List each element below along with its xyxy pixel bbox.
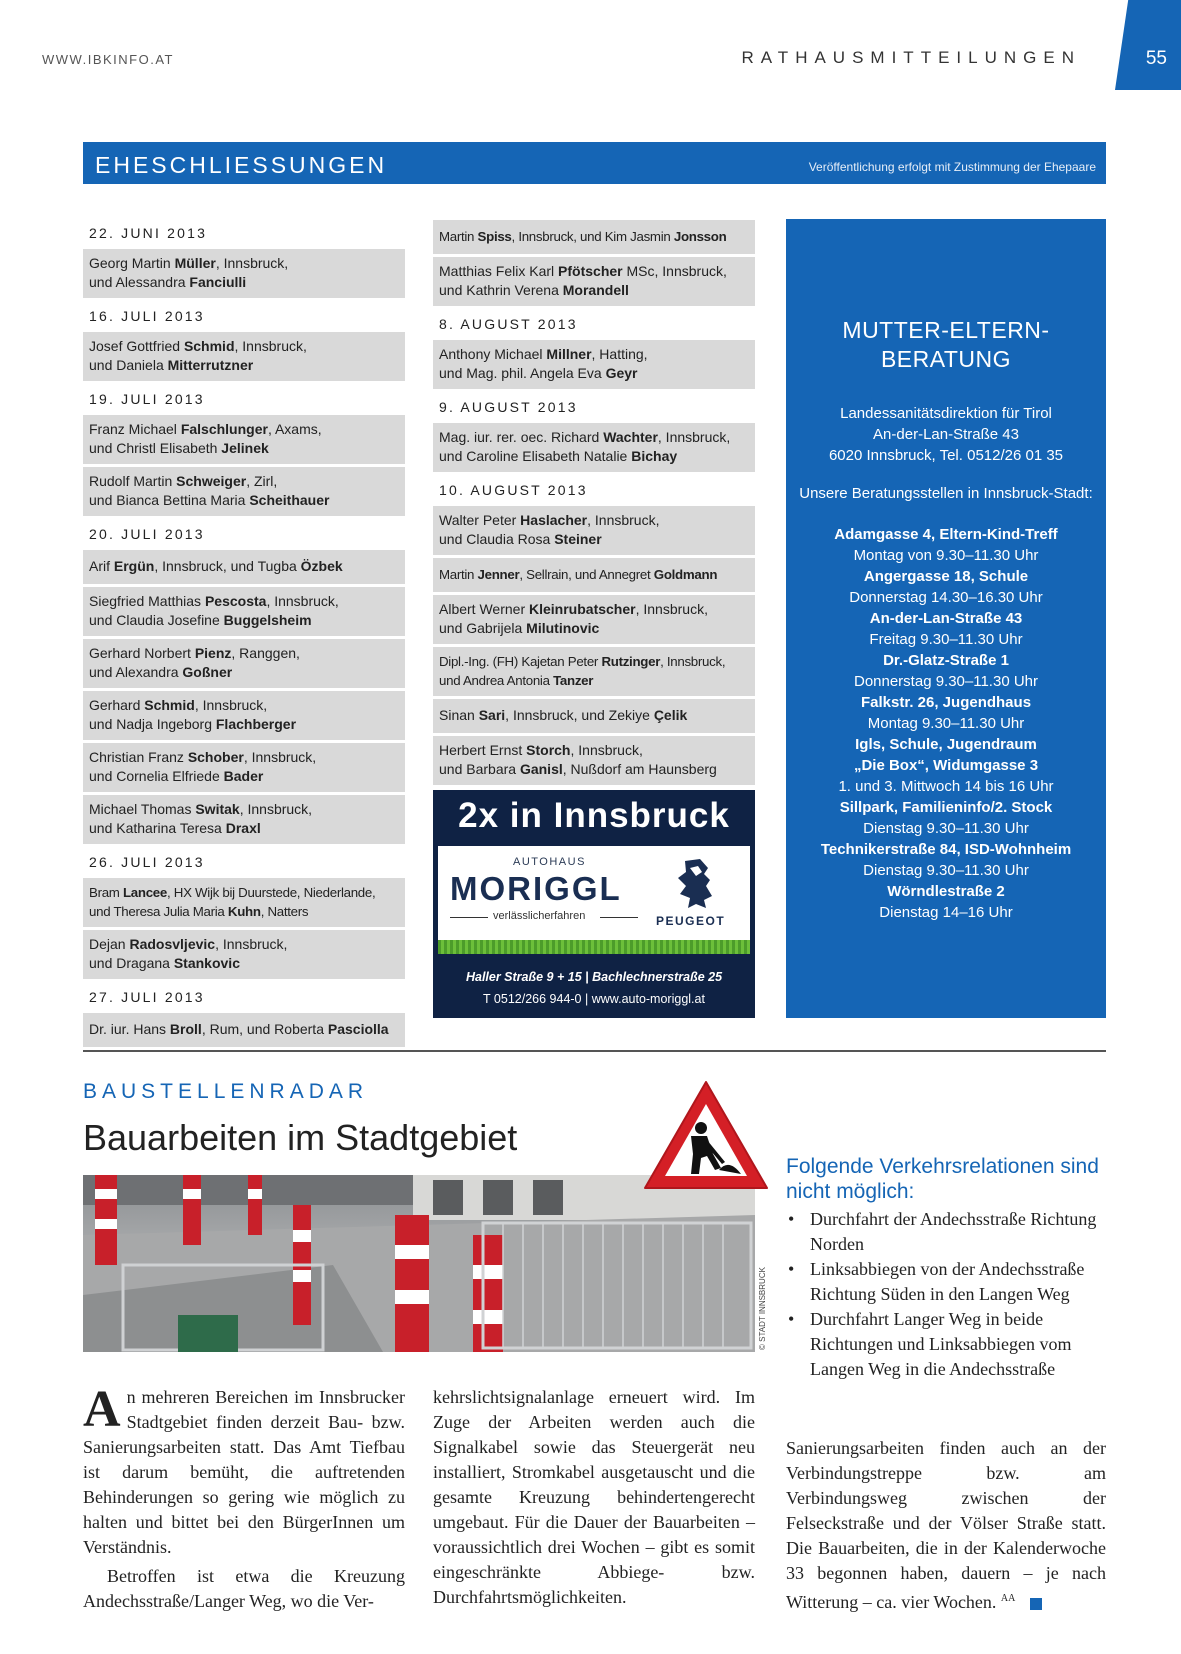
site-url[interactable]: WWW.IBKINFO.AT [42, 52, 174, 67]
marriage-entry: Christian Franz Schober, Innsbruck, und Cornelia Elfriede Bader [83, 743, 405, 792]
info-title [786, 316, 1106, 374]
marriage-date: 20. JULI 2013 [89, 526, 205, 542]
marriage-date: 27. JULI 2013 [89, 989, 205, 1005]
advertisement[interactable] [433, 790, 755, 1018]
marriage-entry: Walter Peter Haslacher, Innsbruck, und Claudia Rosa Steiner [433, 506, 755, 555]
location-hours: Donnerstag 14.30–16.30 Uhr [849, 589, 1043, 606]
info-box [786, 219, 1106, 1018]
marriage-entry: Rudolf Martin Schweiger, Zirl, und Bianca Bettina Maria Scheithauer [83, 467, 405, 516]
info-org-line-3: 6020 Innsbruck, Tel. 0512/26 01 35 [828, 447, 1064, 464]
location-name: Wörndlestraße 2 [887, 883, 1005, 900]
marriage-entry: Matthias Felix Karl Pfötscher MSc, Innsbruck, und Kathrin Verena Morandell [433, 257, 755, 306]
construction-photo-illustration [83, 1175, 755, 1352]
paragraph-1: n mehreren Bereichen im Innsbrucker Stadtgebiet finden derzeit Bau- bzw. Sanierungsarbeiten statt. Das Amt Tiefbau ist darum bemüht, die auftretenden Behinderungen so gering wie möglich zu halten und bittet bei den BürgerInnen um Verständnis. [83, 1387, 405, 1557]
location-name: Sillpark, Familieninfo/2. Stock [839, 799, 1053, 816]
marriages-note: Veröffentlichung erfolgt mit Zustimmung der Ehepaare [808, 160, 1096, 174]
marriage-entry: Martin Spiss, Innsbruck, und Kim Jasmin Jonsson [433, 220, 755, 254]
info-org [786, 403, 1106, 466]
location-name: „Die Box“, Widumgasse 3 [853, 757, 1039, 774]
article-column-2: kehrslichtsignalanlage erneuert wird. Im Zuge der Arbeiten werden auch die Signalkabel sowie das Steuergerät neu installiert, Stromkabel ausgetauscht und die gesamte Kreuzung behindertengerecht umgebaut. Für die Dauer der Bauarbeiten – voraussichtlich drei Wochen – gibt es somit eingeschränkte Abbiege- bzw. Durchfahrtsmöglichkeiten. [433, 1387, 755, 1607]
marriage-entry: Martin Jenner, Sellrain, und Annegret Goldmann [433, 558, 755, 592]
location-hours: Freitag 9.30–11.30 Uhr [869, 631, 1023, 648]
construction-photo [83, 1175, 755, 1352]
marriage-entry: Bram Lancee, HX Wijk bij Duurstede, Niederlande, und Theresa Julia Maria Kuhn, Natters [83, 878, 405, 927]
ad-slogan-rule-left [450, 917, 488, 918]
end-mark [1030, 1598, 1042, 1610]
marriage-date: 26. JULI 2013 [89, 854, 205, 870]
ad-grass [438, 940, 750, 954]
marriage-entry: Dipl.-Ing. (FH) Kajetan Peter Rutzinger, Innsbruck, und Andrea Antonia Tanzer [433, 647, 755, 696]
marriage-entry: Mag. iur. rer. oec. Richard Wachter, Innsbruck, und Caroline Elisabeth Natalie Bichay [433, 423, 755, 472]
list-item: • Durchfahrt Langer Weg in beide Richtungen und Linksabbiegen vom Langen Weg in die Andechsstraße [786, 1307, 1106, 1382]
marriage-entry: Michael Thomas Switak, Innsbruck, und Katharina Teresa Draxl [83, 795, 405, 844]
page-number: 55 [1145, 48, 1167, 69]
marriage-entry: Herbert Ernst Storch, Innsbruck, und Barbara Ganisl, Nußdorf am Haunsberg [433, 736, 755, 785]
section-rule [83, 1050, 1106, 1052]
location-name: Dr.-Glatz-Straße 1 [883, 652, 1009, 669]
marriage-entry: Dr. iur. Hans Broll, Rum, und Roberta Pasciolla [83, 1013, 405, 1047]
ad-slogan: verlässlicherfahren [493, 910, 586, 922]
ad-address: Haller Straße 9 + 15 | Bachlechnerstraße 25 [465, 970, 723, 984]
marriage-entry: Dejan Radosvljevic, Innsbruck, und Dragana Stankovic [83, 930, 405, 979]
marriage-date: 19. JULI 2013 [89, 391, 205, 407]
info-title-line-2: BERATUNG [880, 346, 1012, 372]
marriage-date: 16. JULI 2013 [89, 308, 205, 324]
marriages-column-1 [83, 218, 405, 1050]
location-hours: Montag 9.30–11.30 Uhr [867, 715, 1025, 732]
info-org-line-2: An-der-Lan-Straße 43 [873, 426, 1019, 443]
lion-logo-icon [670, 856, 720, 911]
location-hours: Dienstag 14–16 Uhr [879, 904, 1013, 921]
location-hours: 1. und 3. Mittwoch 14 bis 16 Uhr [838, 778, 1054, 795]
location-name: Technikerstraße 84, ISD-Wohnheim [820, 841, 1072, 858]
ad-logo-panel [438, 846, 750, 954]
marriages-column-2 [433, 220, 755, 788]
page-tab [1115, 0, 1181, 90]
list-item: • Linksabbiegen von der Andechsstraße Richtung Süden in den Langen Weg [786, 1257, 1106, 1307]
marriage-entry: Anthony Michael Millner, Hatting, und Mag. phil. Angela Eva Geyr [433, 340, 755, 389]
article-headline: Bauarbeiten im Stadtgebiet [83, 1117, 518, 1158]
ad-slogan-rule-right [600, 917, 638, 918]
marriage-date: 8. AUGUST 2013 [439, 316, 578, 332]
list-item: • Durchfahrt der Andechsstraße Richtung Norden [786, 1207, 1106, 1257]
article-column-1 [83, 1381, 405, 1614]
marriage-entry: Josef Gottfried Schmid, Innsbruck, und Daniela Mitterrutzner [83, 332, 405, 381]
info-org-line-1: Landessanitätsdirektion für Tirol [840, 405, 1052, 422]
info-title-line-1: MUTTER-ELTERN- [842, 317, 1050, 343]
article-kicker: BAUSTELLENRADAR [83, 1080, 369, 1103]
author-initials: AA [1000, 1593, 1016, 1604]
location-hours: Donnerstag 9.30–11.30 Uhr [853, 673, 1038, 690]
location-hours: Dienstag 9.30–11.30 Uhr [863, 862, 1029, 879]
marriage-date: 22. JUNI 2013 [89, 225, 208, 241]
marriage-entry: Arif Ergün, Innsbruck, und Tugba Özbek [83, 550, 405, 584]
ad-brand: MORIGGL [450, 870, 622, 907]
side-heading: Folgende Verkehrsrelationen sind nicht möglich: [786, 1155, 1099, 1203]
marriage-entry: Albert Werner Kleinrubatscher, Innsbruck, und Gabrijela Milutinovic [433, 595, 755, 644]
restriction-list [786, 1207, 1106, 1382]
marriage-entry: Gerhard Schmid, Innsbruck, und Nadja Ingeborg Flachberger [83, 691, 405, 740]
location-name: Falkstr. 26, Jugendhaus [860, 694, 1032, 711]
section-label: RATHAUSMITTEILUNGEN [741, 48, 1081, 67]
roadwork-sign-icon [641, 1078, 771, 1193]
paragraph-2: Betroffen ist etwa die Kreuzung Andechsstraße/Langer Weg, wo die Ver- [83, 1566, 405, 1611]
location-name: Angergasse 18, Schule [863, 568, 1029, 585]
location-name: Adamgasse 4, Eltern-Kind-Treff [834, 526, 1058, 543]
location-name: An-der-Lan-Straße 43 [869, 610, 1023, 627]
marriage-entry: Gerhard Norbert Pienz, Ranggen, und Alexandra Goßner [83, 639, 405, 688]
ad-peugeot: PEUGEOT [656, 914, 726, 928]
info-locations [786, 524, 1106, 923]
marriages-band [83, 142, 1106, 184]
ad-headline: 2x in Innsbruck [458, 796, 730, 835]
photo-credit: © STADT INNSBRUCK [758, 1267, 767, 1350]
marriage-entry: Sinan Sari, Innsbruck, und Zekiye Çelik [433, 699, 755, 733]
marriages-title: EHESCHLIESSUNGEN [95, 152, 388, 178]
location-hours: Montag von 9.30–11.30 Uhr [853, 547, 1039, 564]
marriage-entry: Siegfried Matthias Pescosta, Innsbruck, und Claudia Josefine Buggelsheim [83, 587, 405, 636]
marriage-date: 9. AUGUST 2013 [439, 399, 578, 415]
location-hours: Dienstag 9.30–11.30 Uhr [863, 820, 1029, 837]
ad-small-label: AUTOHAUS [513, 856, 586, 868]
marriage-date: 10. AUGUST 2013 [439, 482, 588, 498]
marriage-entry: Franz Michael Falschlunger, Axams, und Christl Elisabeth Jelinek [83, 415, 405, 464]
article-column-3 [786, 1436, 1106, 1615]
location-name: Igls, Schule, Jugendraum [855, 736, 1037, 753]
ad-contact: T 0512/266 944-0 | www.auto-moriggl.at [483, 992, 705, 1006]
dropcap: A [83, 1381, 121, 1438]
marriage-entry: Georg Martin Müller, Innsbruck, und Alessandra Fanciulli [83, 249, 405, 298]
info-subtitle: Unsere Beratungsstellen in Innsbruck-Stadt: [799, 485, 1093, 502]
paragraph-3: Sanierungsarbeiten finden auch an der Verbindungstreppe bzw. am Verbindungsweg zwischen der Felseckstraße und der Völser Straße statt. Die Bauarbeiten, die in der Kalenderwoche 33 begonnen haben, dauern – je nach Witterung – ca. vier Wochen. [786, 1438, 1106, 1612]
